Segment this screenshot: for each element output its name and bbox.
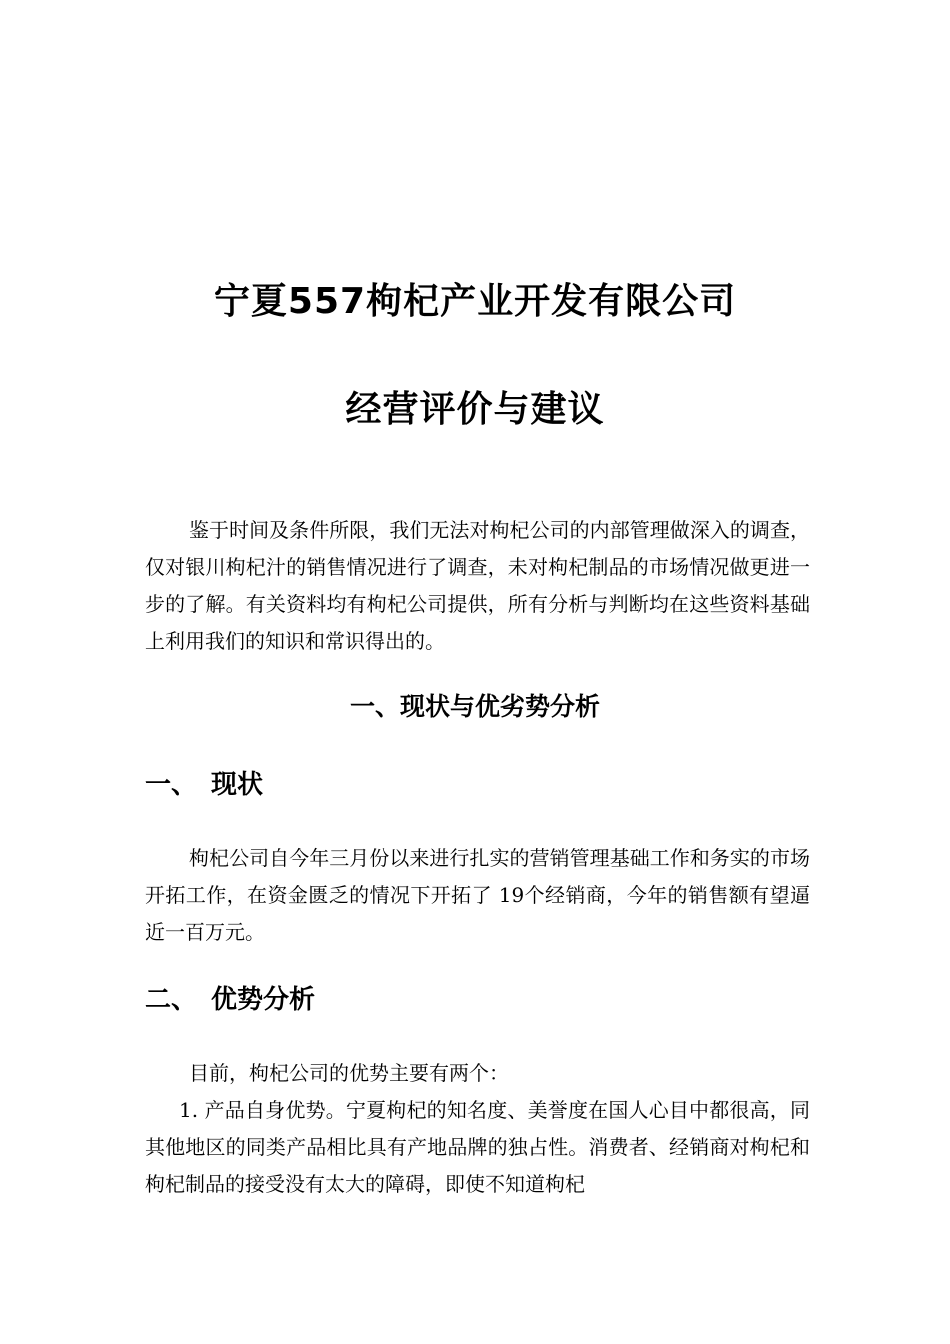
section-heading: 一、现状与优劣势分析 — [349, 692, 600, 721]
document-title-line-2: 经营评价与建议 — [345, 389, 605, 430]
subsection-heading-status — [145, 768, 263, 802]
advantages-intro-paragraph: 目前，枸杞公司的优势主要有两个： — [189, 1061, 509, 1085]
subsection-number: 二、 — [145, 985, 198, 1015]
document-title-line-1: 宁夏557枸杞产业开发有限公司 — [213, 281, 737, 322]
subsection-title: 优势分析 — [211, 985, 316, 1015]
intro-paragraph: 鉴于时间及条件所限，我们无法对枸杞公司的内部管理做深入的调查，仅对银川枸杞汁的销售情况进行了调查，未对枸杞制品的市场情况做更进一步的了解。有关资料均有枸杞公司提供，所有分析与判断均在这些资料基础上利用我们的知识和常识得出的。 — [145, 518, 810, 653]
subsection-title: 现状 — [211, 770, 264, 800]
advantage-item-1: 1. 产品自身优势。宁夏枸杞的知名度、美誉度在国人心目中都很高，同其他地区的同类产品相比具有产地品牌的独占性。消费者、经销商对枸杞和枸杞制品的接受没有太大的障碍，即使不知道枸杞 — [145, 1098, 810, 1196]
subsection-heading-advantages — [145, 983, 315, 1017]
subsection-number: 一、 — [145, 770, 198, 800]
status-paragraph: 枸杞公司自今年三月份以来进行扎实的营销管理基础工作和务实的市场开拓工作，在资金匮乏的情况下开拓了 19个经销商，今年的销售额有望逼近一百万元。 — [145, 846, 810, 944]
